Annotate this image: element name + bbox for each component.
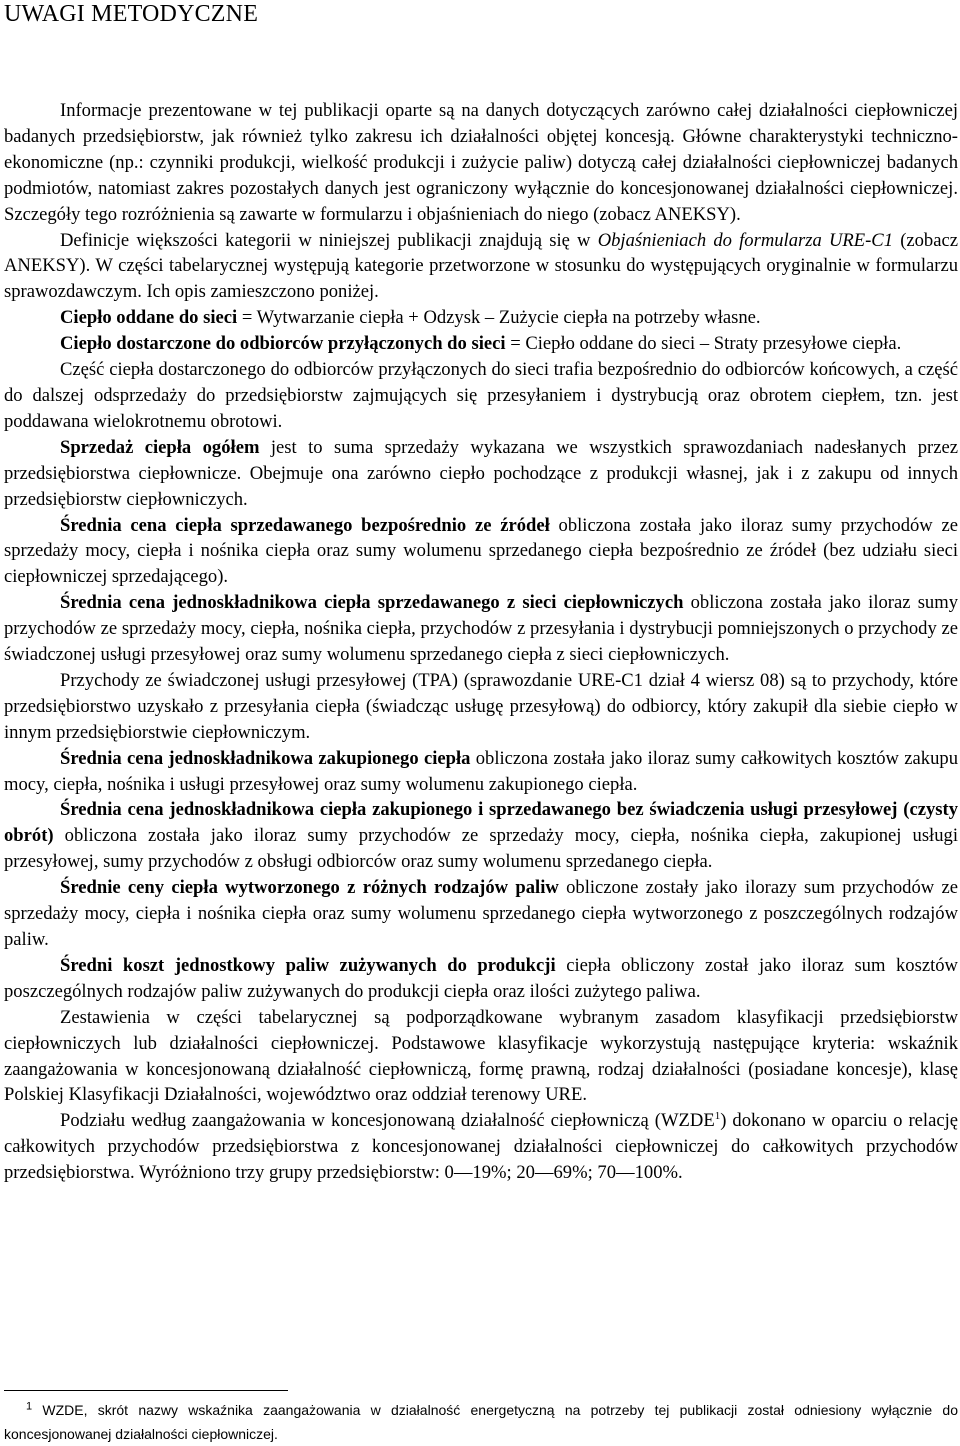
paragraph-intro [4,98,958,228]
footnote-marker: 1 [26,1400,33,1413]
paragraph-text: Definicje większości kategorii w niniejszej publikacji znajdują się w [60,229,598,251]
paragraph-text: obliczona została jako iloraz sumy całkowitych kosztów zakupu mocy, ciepła, nośnika i usługi przesyłowej oraz sumy wolumenu zakupionego ciepła. [4,747,958,795]
paragraph-wzde-groups [4,1108,958,1186]
paragraph-price-from-source [4,513,958,591]
paragraph-fuel-prices [4,875,958,953]
paragraph-purchased-price [4,746,958,798]
paragraph-text: ciepła obliczony został jako iloraz sum kosztów poszczególnych rodzajów paliw zużywanych do produkcji ciepła oraz ilości zużytego paliwa. [4,954,958,1002]
paragraph-term: Średnia cena jednoskładnikowa zakupionego ciepła [60,747,471,769]
paragraph-term: Ciepło oddane do sieci [60,307,238,329]
footnote-text: WZDE, skrót nazwy wskaźnika zaangażowania w działalność energetyczną na potrzeby tej publikacji został odniesiony wyłącznie do koncesjonowanej działalności ciepłowniczej. [4,1402,958,1442]
footnote-separator [4,1390,288,1391]
paragraph-heat-distribution [4,357,958,435]
paragraph-heat-to-network [4,305,958,331]
paragraph-text: Część ciepła dostarczonego do odbiorców przyłączonych do sieci trafia bezpośrednio do odbiorców końcowych, a część do dalszej odsprzedaży do przedsiębiorstw zajmujących się przesyłaniem i dystrybucją oraz obrotem ciepłem, tzn. jest poddawana wielokrotnemu obrotowi. [4,359,958,432]
footnote-reference: 1 [714,1110,721,1123]
paragraph-total-sales [4,435,958,513]
paragraph-text: obliczona została jako iloraz sumy przychodów ze sprzedaży mocy, ciepła, nośnika ciepła, przychodów z przesyłania i dystrybucji pomniejszonych o przychody ze świadczonej usługi przesyłowej oraz sumy wolumenu sprzedanego ciepła z sieci ciepłowniczych. [4,592,958,666]
paragraph-heat-delivered [4,331,958,357]
paragraph-text: Przychody ze świadczonej usługi przesyłowej (TPA) (sprawozdanie URE-C1 dział 4 wiersz 08) są to przychody, które przedsiębiorstwo uzyskało z przesyłania ciepła (świadcząc usługę przesyłową) do odbiorcy, który zakupił dla siebie ciepło w innym przedsiębiorstwie ciepłowniczym. [4,669,958,743]
paragraph-text: obliczona została jako iloraz sumy przychodów ze sprzedaży mocy, ciepła i nośnika ciepła oraz sumy wolumenu sprzedanego ciepła bezpośrednio ze źródeł (bez udziału sieci ciepłowniczej sprzedającego). [4,514,958,588]
paragraph-text: jest to suma sprzedaży wykazana we wszystkich sprawozdaniach nadesłanych przez przedsiębiorstwa ciepłownicze. Obejmuje ona zarówno ciepło pochodzące z produkcji własnej, jak i z zakupu od innych przedsiębiorstw ciepłowniczych. [4,436,958,510]
paragraph-text: (zobacz ANEKSY). W części tabelarycznej występują kategorie przetworzone w stosunku do występujących oryginalnie w formularzu sprawozdawczym. Ich opis zamieszczono poniżej. [4,229,958,303]
paragraph-text: obliczone zostały jako ilorazy sum przychodów ze sprzedaży mocy, ciepła i nośnika ciepła oraz sumy wolumenu sprzedanego ciepła wytworzonego z poszczególnych rodzajów paliw. [4,877,959,950]
paragraph-term: Sprzedaż ciepła ogółem [60,436,260,458]
paragraph-tpa-revenue [4,668,958,746]
paragraph-price-from-network [4,590,958,668]
paragraph-term: Średnia cena ciepła sprzedawanego bezpośrednio ze źródeł [60,514,550,536]
paragraph-italic-reference: Objaśnieniach do formularza URE-C1 [597,229,893,251]
paragraph-definitions [4,228,958,306]
paragraph-term: Średnia cena jednoskładnikowa ciepła zakupionego i sprzedawanego bez świadczenia usługi przesyłowej (czysty obrót) [4,799,958,847]
paragraph-text: = Ciepło oddane do sieci – Straty przesyłowe ciepła. [505,333,902,355]
paragraph-pure-trade-price [4,797,958,875]
paragraph-term: Średnie ceny ciepła wytworzonego z różnych rodzajów paliw [60,877,559,899]
paragraph-text: Informacje prezentowane w tej publikacji oparte są na danych dotyczących zarówno całej działalności ciepłowniczej badanych przedsiębiorstw, jak również tylko zakresu ich działalności objętej koncesją. Główne charakterystyki techniczno-ekonomiczne (np.: czynniki produkcji, wielkość produkcji i zużycie paliw) dotyczą całej działalności ciepłowniczej badanych podmiotów, natomiast zakres pozostałych danych jest ograniczony wyłącznie do koncesjonowanej działalności ciepłowniczej. Szczegóły tego rozróżnienia są zawarte w formularzu i objaśnieniach do niego (zobacz ANEKSY). [4,100,958,225]
document-body [4,98,958,1186]
paragraph-text: obliczona została jako iloraz sumy przychodów ze sprzedaży mocy, ciepła, nośnika ciepła, zakupionej usługi przesyłowej, sumy przychodów z obsługi odbiorców oraz sumy wolumenu sprzedanego ciepła. [4,825,958,873]
page-title: UWAGI METODYCZNE [4,1,259,27]
paragraph-fuel-cost [4,953,958,1005]
paragraph-text: = Wytwarzanie ciepła + Odzysk – Zużycie ciepła na potrzeby własne. [237,307,761,329]
paragraph-text: Zestawienia w części tabelarycznej są podporządkowane wybranym zasadom klasyfikacji przedsiębiorstw ciepłowniczych lub działalności ciepłowniczej. Podstawowe klasyfikacje wykorzystują następujące kryteria: wskaźnik zaangażowania w koncesjonowaną działalność ciepłowniczą, formę prawną, rodzaj działalności (posiadane koncesje), klasę Polskiej Klasyfikacji Działalności, województwo oraz oddział terenowy URE. [4,1006,958,1106]
paragraph-text: ) dokonano w oparciu o relację całkowitych przychodów przedsiębiorstwa z koncesjonowanej działalności ciepłowniczej do całkowitych przychodów przedsiębiorstwa. Wyróżniono trzy grupy przedsiębiorstw: 0—19%; 20—69%; 70—100%. [4,1110,958,1184]
paragraph-term: Średnia cena jednoskładnikowa ciepła sprzedawanego z sieci ciepłowniczych [60,592,684,614]
footnote [4,1398,958,1446]
paragraph-term: Ciepło dostarczone do odbiorców przyłączonych do sieci [60,333,506,355]
paragraph-classifications [4,1005,958,1109]
paragraph-text: Podziału według zaangażowania w koncesjonowaną działalność ciepłowniczą (WZDE [60,1110,715,1132]
document-page [4,0,958,1186]
paragraph-term: Średni koszt jednostkowy paliw zużywanych do produkcji [60,954,556,976]
